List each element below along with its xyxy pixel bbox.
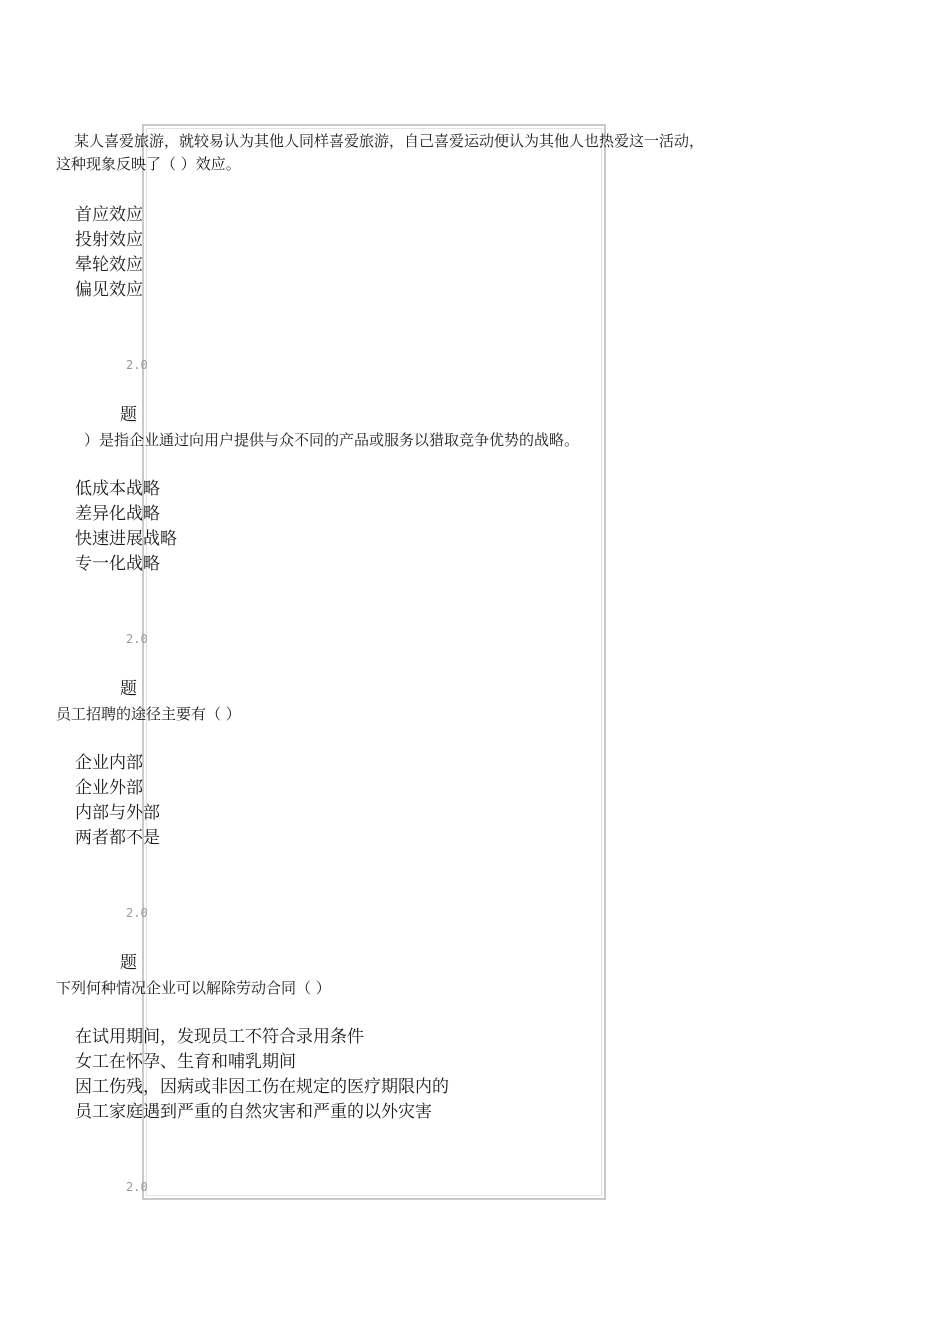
option-item[interactable]: 偏见效应 xyxy=(75,280,143,300)
option-item[interactable]: 两者都不是 xyxy=(75,828,160,848)
option-item[interactable]: 专一化战略 xyxy=(75,554,160,574)
option-item[interactable]: 差异化战略 xyxy=(75,504,160,524)
question-text: 下列何种情况企业可以解除劳动合同（ ） xyxy=(56,979,331,997)
option-item[interactable]: 首应效应 xyxy=(75,205,143,225)
option-list xyxy=(75,1025,449,1125)
question-text: 员工招聘的途径主要有（ ） xyxy=(56,705,241,723)
option-list xyxy=(75,203,143,303)
option-item[interactable]: 低成本战略 xyxy=(75,479,160,499)
question-text xyxy=(56,130,716,176)
question-text: ）是指企业通过向用户提供与众不同的产品或服务以猎取竞争优势的战略。 xyxy=(84,431,580,449)
option-item[interactable]: 快速进展战略 xyxy=(75,529,177,549)
question-label: 题 xyxy=(120,953,137,973)
option-item[interactable]: 在试用期间，发现员工不符合录用条件 xyxy=(75,1027,364,1047)
option-list xyxy=(75,477,177,577)
option-item[interactable]: 晕轮效应 xyxy=(75,255,143,275)
option-item[interactable]: 女工在怀孕、生育和哺乳期间 xyxy=(75,1052,296,1072)
option-item[interactable]: 企业外部 xyxy=(75,778,143,798)
score-value: 2.0 xyxy=(126,906,148,920)
option-item[interactable]: 企业内部 xyxy=(75,753,143,773)
option-item[interactable]: 员工家庭遇到严重的自然灾害和严重的以外灾害 xyxy=(75,1102,432,1122)
question-label: 题 xyxy=(120,679,137,699)
score-value: 2.0 xyxy=(126,1180,148,1194)
question-text-body: 某人喜爱旅游，就较易认为其他人同样喜爱旅游，自己喜爱运动便认为其他人也热爱这一活动，这种现象反映了（ ）效应。 xyxy=(56,132,705,173)
option-item[interactable]: 内部与外部 xyxy=(75,803,160,823)
score-value: 2.0 xyxy=(126,358,148,372)
question-label: 题 xyxy=(120,405,137,425)
option-item[interactable]: 投射效应 xyxy=(75,230,143,250)
score-value: 2.0 xyxy=(126,632,148,646)
option-list xyxy=(75,751,160,851)
option-item[interactable]: 因工伤残，因病或非因工伤在规定的医疗期限内的 xyxy=(75,1077,449,1097)
